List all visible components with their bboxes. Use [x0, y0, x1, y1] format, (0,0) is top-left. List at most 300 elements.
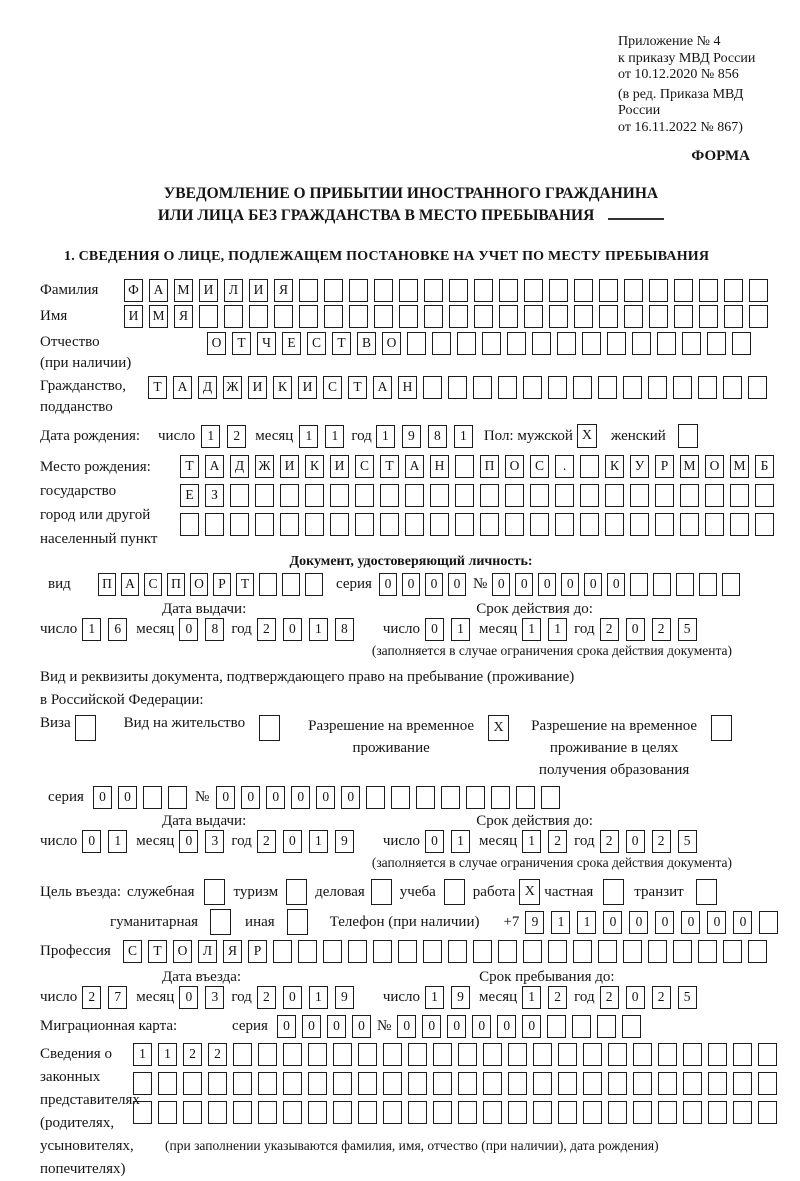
- form-cell[interactable]: 0: [283, 986, 302, 1009]
- form-cell[interactable]: [608, 1101, 627, 1124]
- form-cell[interactable]: [383, 1072, 402, 1095]
- form-cell[interactable]: [258, 1072, 277, 1095]
- form-cell[interactable]: [430, 484, 449, 507]
- form-cell[interactable]: 1: [133, 1043, 152, 1066]
- form-cell[interactable]: [580, 455, 599, 478]
- form-cell[interactable]: [230, 513, 249, 536]
- form-cell[interactable]: [658, 1072, 677, 1095]
- form-cell[interactable]: [358, 1072, 377, 1095]
- form-cell[interactable]: [498, 376, 517, 399]
- form-cell[interactable]: [680, 513, 699, 536]
- form-cell[interactable]: [699, 279, 718, 302]
- form-cell[interactable]: У: [630, 455, 649, 478]
- form-cell[interactable]: [516, 786, 535, 809]
- form-cell[interactable]: С: [355, 455, 374, 478]
- form-cell[interactable]: 1: [425, 986, 444, 1009]
- form-cell[interactable]: 5: [678, 830, 697, 853]
- form-cell[interactable]: [680, 484, 699, 507]
- form-cell[interactable]: 5: [678, 986, 697, 1009]
- form-cell[interactable]: [330, 484, 349, 507]
- form-cell[interactable]: 8: [205, 618, 224, 641]
- form-cell[interactable]: И: [248, 376, 267, 399]
- form-cell[interactable]: Я: [174, 305, 193, 328]
- form-cell[interactable]: [676, 573, 694, 596]
- form-cell[interactable]: [555, 484, 574, 507]
- form-cell[interactable]: [391, 786, 410, 809]
- form-cell[interactable]: 9: [335, 830, 354, 853]
- form-cell[interactable]: [724, 305, 743, 328]
- form-cell[interactable]: [458, 1043, 477, 1066]
- form-cell[interactable]: [749, 279, 768, 302]
- form-cell[interactable]: [574, 305, 593, 328]
- form-cell[interactable]: 0: [561, 573, 579, 596]
- form-cell[interactable]: [758, 1072, 777, 1095]
- form-cell[interactable]: Т: [332, 332, 351, 355]
- form-cell[interactable]: 1: [451, 618, 470, 641]
- form-cell[interactable]: [274, 305, 293, 328]
- form-cell[interactable]: [523, 376, 542, 399]
- form-cell[interactable]: 0: [425, 830, 444, 853]
- form-cell[interactable]: [449, 279, 468, 302]
- form-cell[interactable]: 0: [327, 1015, 346, 1038]
- form-cell[interactable]: [366, 786, 385, 809]
- form-cell[interactable]: [499, 279, 518, 302]
- form-cell[interactable]: [408, 1043, 427, 1066]
- form-cell[interactable]: [455, 484, 474, 507]
- form-cell[interactable]: [358, 1101, 377, 1124]
- form-cell[interactable]: [608, 1043, 627, 1066]
- form-cell[interactable]: [380, 513, 399, 536]
- form-cell[interactable]: [433, 1072, 452, 1095]
- form-cell[interactable]: [505, 513, 524, 536]
- form-cell[interactable]: [280, 513, 299, 536]
- form-cell[interactable]: [480, 484, 499, 507]
- form-cell[interactable]: Р: [248, 940, 267, 963]
- form-cell[interactable]: [608, 1072, 627, 1095]
- form-cell[interactable]: 0: [448, 573, 466, 596]
- form-cell[interactable]: [349, 279, 368, 302]
- form-cell[interactable]: [558, 1072, 577, 1095]
- form-cell[interactable]: [258, 1043, 277, 1066]
- form-cell[interactable]: [630, 484, 649, 507]
- form-cell[interactable]: 0: [425, 618, 444, 641]
- form-cell[interactable]: [708, 1043, 727, 1066]
- form-cell[interactable]: [557, 332, 576, 355]
- form-cell[interactable]: 1: [577, 911, 596, 934]
- form-cell[interactable]: 0: [341, 786, 360, 809]
- form-cell[interactable]: [508, 1043, 527, 1066]
- form-cell[interactable]: [674, 305, 693, 328]
- form-cell[interactable]: Т: [348, 376, 367, 399]
- form-cell[interactable]: [358, 1043, 377, 1066]
- form-cell[interactable]: [233, 1101, 252, 1124]
- form-cell[interactable]: [473, 376, 492, 399]
- form-cell[interactable]: Е: [282, 332, 301, 355]
- form-cell[interactable]: [607, 332, 626, 355]
- form-cell[interactable]: 1: [548, 618, 567, 641]
- form-cell[interactable]: Л: [224, 279, 243, 302]
- form-cell[interactable]: [547, 1015, 566, 1038]
- form-cell[interactable]: 0: [607, 573, 625, 596]
- form-cell[interactable]: [682, 332, 701, 355]
- form-cell[interactable]: [683, 1043, 702, 1066]
- form-cell[interactable]: [423, 376, 442, 399]
- form-cell[interactable]: К: [605, 455, 624, 478]
- form-cell[interactable]: [758, 1043, 777, 1066]
- form-cell[interactable]: 0: [681, 911, 700, 934]
- form-cell[interactable]: 0: [447, 1015, 466, 1038]
- form-cell[interactable]: [548, 940, 567, 963]
- form-cell[interactable]: [748, 940, 767, 963]
- form-cell[interactable]: [199, 305, 218, 328]
- form-cell[interactable]: 0: [603, 911, 622, 934]
- form-cell[interactable]: [258, 1101, 277, 1124]
- form-cell[interactable]: [405, 484, 424, 507]
- form-cell[interactable]: [630, 573, 648, 596]
- form-cell[interactable]: [533, 1043, 552, 1066]
- form-cell[interactable]: [416, 786, 435, 809]
- form-cell[interactable]: [383, 1101, 402, 1124]
- form-cell[interactable]: 1: [376, 425, 395, 448]
- sex-male-checkbox[interactable]: X: [577, 424, 597, 448]
- form-cell[interactable]: М: [680, 455, 699, 478]
- form-cell[interactable]: [733, 1043, 752, 1066]
- form-cell[interactable]: 0: [179, 986, 198, 1009]
- form-cell[interactable]: [407, 332, 426, 355]
- form-cell[interactable]: [730, 484, 749, 507]
- form-cell[interactable]: [623, 376, 642, 399]
- form-cell[interactable]: [658, 1043, 677, 1066]
- form-cell[interactable]: 2: [600, 830, 619, 853]
- form-cell[interactable]: [298, 940, 317, 963]
- form-cell[interactable]: А: [205, 455, 224, 478]
- form-cell[interactable]: [549, 305, 568, 328]
- form-cell[interactable]: [648, 376, 667, 399]
- form-cell[interactable]: Т: [380, 455, 399, 478]
- form-cell[interactable]: [474, 305, 493, 328]
- form-cell[interactable]: Т: [236, 573, 254, 596]
- sex-female-checkbox[interactable]: [678, 424, 698, 448]
- form-cell[interactable]: 6: [108, 618, 127, 641]
- form-cell[interactable]: 5: [678, 618, 697, 641]
- form-cell[interactable]: А: [373, 376, 392, 399]
- form-cell[interactable]: 9: [525, 911, 544, 934]
- form-cell[interactable]: [283, 1072, 302, 1095]
- form-cell[interactable]: [383, 1043, 402, 1066]
- form-cell[interactable]: [305, 513, 324, 536]
- form-cell[interactable]: [324, 305, 343, 328]
- form-cell[interactable]: [574, 279, 593, 302]
- form-cell[interactable]: [558, 1101, 577, 1124]
- form-cell[interactable]: 1: [309, 830, 328, 853]
- form-cell[interactable]: [655, 513, 674, 536]
- form-cell[interactable]: [583, 1101, 602, 1124]
- form-cell[interactable]: [433, 1101, 452, 1124]
- purpose-study-checkbox[interactable]: [444, 879, 465, 905]
- form-cell[interactable]: 0: [179, 830, 198, 853]
- form-cell[interactable]: [508, 1101, 527, 1124]
- form-cell[interactable]: О: [505, 455, 524, 478]
- form-cell[interactable]: [208, 1072, 227, 1095]
- form-cell[interactable]: Я: [274, 279, 293, 302]
- form-cell[interactable]: [583, 1072, 602, 1095]
- form-cell[interactable]: [673, 940, 692, 963]
- form-cell[interactable]: Ч: [257, 332, 276, 355]
- form-cell[interactable]: [759, 911, 778, 934]
- form-cell[interactable]: К: [273, 376, 292, 399]
- form-cell[interactable]: Т: [180, 455, 199, 478]
- form-cell[interactable]: [698, 940, 717, 963]
- form-cell[interactable]: 2: [548, 986, 567, 1009]
- form-cell[interactable]: 0: [241, 786, 260, 809]
- form-cell[interactable]: А: [405, 455, 424, 478]
- form-cell[interactable]: [408, 1101, 427, 1124]
- form-cell[interactable]: [549, 279, 568, 302]
- form-cell[interactable]: [373, 940, 392, 963]
- option-temp-residence-edu-checkbox[interactable]: [711, 715, 732, 741]
- form-cell[interactable]: И: [124, 305, 143, 328]
- form-cell[interactable]: 0: [626, 618, 645, 641]
- form-cell[interactable]: [748, 376, 767, 399]
- form-cell[interactable]: И: [330, 455, 349, 478]
- form-cell[interactable]: [555, 513, 574, 536]
- form-cell[interactable]: Л: [198, 940, 217, 963]
- form-cell[interactable]: [424, 279, 443, 302]
- form-cell[interactable]: Т: [148, 376, 167, 399]
- form-cell[interactable]: [505, 484, 524, 507]
- form-cell[interactable]: [532, 332, 551, 355]
- form-cell[interactable]: 3: [205, 830, 224, 853]
- form-cell[interactable]: [699, 573, 717, 596]
- form-cell[interactable]: [508, 1072, 527, 1095]
- purpose-private-checkbox[interactable]: [603, 879, 624, 905]
- form-cell[interactable]: И: [280, 455, 299, 478]
- purpose-business-checkbox[interactable]: [371, 879, 392, 905]
- form-cell[interactable]: Ж: [255, 455, 274, 478]
- purpose-tourism-checkbox[interactable]: [286, 879, 307, 905]
- form-cell[interactable]: [355, 484, 374, 507]
- form-cell[interactable]: [649, 305, 668, 328]
- form-cell[interactable]: [183, 1101, 202, 1124]
- form-cell[interactable]: Т: [148, 940, 167, 963]
- form-cell[interactable]: [657, 332, 676, 355]
- form-cell[interactable]: [224, 305, 243, 328]
- form-cell[interactable]: 9: [335, 986, 354, 1009]
- form-cell[interactable]: 1: [551, 911, 570, 934]
- purpose-work-checkbox[interactable]: X: [519, 879, 540, 905]
- form-cell[interactable]: [299, 305, 318, 328]
- form-cell[interactable]: [374, 279, 393, 302]
- form-cell[interactable]: [473, 940, 492, 963]
- form-cell[interactable]: К: [305, 455, 324, 478]
- form-cell[interactable]: [333, 1043, 352, 1066]
- form-cell[interactable]: [299, 279, 318, 302]
- form-cell[interactable]: [333, 1101, 352, 1124]
- form-cell[interactable]: 9: [402, 425, 421, 448]
- form-cell[interactable]: [573, 940, 592, 963]
- form-cell[interactable]: [630, 513, 649, 536]
- form-cell[interactable]: С: [123, 940, 142, 963]
- form-cell[interactable]: 2: [82, 986, 101, 1009]
- form-cell[interactable]: Ф: [124, 279, 143, 302]
- form-cell[interactable]: 0: [626, 830, 645, 853]
- form-cell[interactable]: [449, 305, 468, 328]
- form-cell[interactable]: М: [730, 455, 749, 478]
- form-cell[interactable]: 0: [655, 911, 674, 934]
- form-cell[interactable]: [133, 1101, 152, 1124]
- form-cell[interactable]: 2: [600, 986, 619, 1009]
- form-cell[interactable]: 1: [309, 986, 328, 1009]
- form-cell[interactable]: Т: [232, 332, 251, 355]
- purpose-other-checkbox[interactable]: [287, 909, 308, 935]
- form-cell[interactable]: П: [98, 573, 116, 596]
- form-cell[interactable]: Р: [213, 573, 231, 596]
- form-cell[interactable]: [448, 940, 467, 963]
- form-cell[interactable]: [333, 1072, 352, 1095]
- form-cell[interactable]: 0: [277, 1015, 296, 1038]
- form-cell[interactable]: [722, 573, 740, 596]
- form-cell[interactable]: 2: [600, 618, 619, 641]
- form-cell[interactable]: 1: [522, 986, 541, 1009]
- form-cell[interactable]: [230, 484, 249, 507]
- form-cell[interactable]: [758, 1101, 777, 1124]
- form-cell[interactable]: [674, 279, 693, 302]
- form-cell[interactable]: 0: [291, 786, 310, 809]
- form-cell[interactable]: [308, 1043, 327, 1066]
- form-cell[interactable]: [633, 1043, 652, 1066]
- form-cell[interactable]: М: [174, 279, 193, 302]
- form-cell[interactable]: 0: [402, 573, 420, 596]
- form-cell[interactable]: [624, 279, 643, 302]
- form-cell[interactable]: 2: [257, 618, 276, 641]
- form-cell[interactable]: [653, 573, 671, 596]
- form-cell[interactable]: [259, 573, 277, 596]
- form-cell[interactable]: 1: [309, 618, 328, 641]
- form-cell[interactable]: [673, 376, 692, 399]
- form-cell[interactable]: [330, 513, 349, 536]
- form-cell[interactable]: 1: [454, 425, 473, 448]
- form-cell[interactable]: [623, 940, 642, 963]
- form-cell[interactable]: [430, 513, 449, 536]
- form-cell[interactable]: [649, 279, 668, 302]
- form-cell[interactable]: 2: [257, 830, 276, 853]
- form-cell[interactable]: [249, 305, 268, 328]
- form-cell[interactable]: [308, 1101, 327, 1124]
- form-cell[interactable]: [399, 279, 418, 302]
- form-cell[interactable]: [458, 1072, 477, 1095]
- form-cell[interactable]: [598, 376, 617, 399]
- purpose-humanitarian-checkbox[interactable]: [210, 909, 231, 935]
- form-cell[interactable]: [580, 513, 599, 536]
- form-cell[interactable]: [483, 1072, 502, 1095]
- form-cell[interactable]: А: [149, 279, 168, 302]
- form-cell[interactable]: 2: [183, 1043, 202, 1066]
- form-cell[interactable]: 0: [179, 618, 198, 641]
- form-cell[interactable]: [483, 1101, 502, 1124]
- form-cell[interactable]: 0: [515, 573, 533, 596]
- form-cell[interactable]: И: [199, 279, 218, 302]
- form-cell[interactable]: [730, 513, 749, 536]
- form-cell[interactable]: [208, 1101, 227, 1124]
- form-cell[interactable]: [474, 279, 493, 302]
- form-cell[interactable]: [605, 484, 624, 507]
- form-cell[interactable]: Н: [430, 455, 449, 478]
- form-cell[interactable]: 0: [93, 786, 112, 809]
- form-cell[interactable]: 0: [584, 573, 602, 596]
- form-cell[interactable]: [455, 455, 474, 478]
- form-cell[interactable]: 0: [266, 786, 285, 809]
- form-cell[interactable]: [399, 305, 418, 328]
- form-cell[interactable]: 2: [652, 986, 671, 1009]
- form-cell[interactable]: Р: [655, 455, 674, 478]
- form-cell[interactable]: 0: [733, 911, 752, 934]
- form-cell[interactable]: [282, 573, 300, 596]
- form-cell[interactable]: О: [173, 940, 192, 963]
- form-cell[interactable]: [755, 513, 774, 536]
- form-cell[interactable]: П: [167, 573, 185, 596]
- form-cell[interactable]: 0: [425, 573, 443, 596]
- form-cell[interactable]: [283, 1043, 302, 1066]
- form-cell[interactable]: [233, 1072, 252, 1095]
- form-cell[interactable]: [572, 1015, 591, 1038]
- form-cell[interactable]: [605, 513, 624, 536]
- form-cell[interactable]: [374, 305, 393, 328]
- form-cell[interactable]: [158, 1101, 177, 1124]
- form-cell[interactable]: [723, 376, 742, 399]
- form-cell[interactable]: [530, 513, 549, 536]
- form-cell[interactable]: Е: [180, 484, 199, 507]
- form-cell[interactable]: [233, 1043, 252, 1066]
- form-cell[interactable]: [583, 1043, 602, 1066]
- form-cell[interactable]: 0: [422, 1015, 441, 1038]
- form-cell[interactable]: 0: [216, 786, 235, 809]
- form-cell[interactable]: С: [530, 455, 549, 478]
- form-cell[interactable]: 0: [397, 1015, 416, 1038]
- form-cell[interactable]: [599, 279, 618, 302]
- form-cell[interactable]: [708, 1072, 727, 1095]
- form-cell[interactable]: [498, 940, 517, 963]
- form-cell[interactable]: [524, 305, 543, 328]
- form-cell[interactable]: [205, 513, 224, 536]
- form-cell[interactable]: [749, 305, 768, 328]
- form-cell[interactable]: [348, 940, 367, 963]
- form-cell[interactable]: 1: [201, 425, 220, 448]
- form-cell[interactable]: П: [480, 455, 499, 478]
- form-cell[interactable]: [458, 1101, 477, 1124]
- form-cell[interactable]: [582, 332, 601, 355]
- form-cell[interactable]: [533, 1101, 552, 1124]
- form-cell[interactable]: Ж: [223, 376, 242, 399]
- form-cell[interactable]: [405, 513, 424, 536]
- option-visa-checkbox[interactable]: [75, 715, 96, 741]
- form-cell[interactable]: [541, 786, 560, 809]
- form-cell[interactable]: 0: [522, 1015, 541, 1038]
- form-cell[interactable]: [580, 484, 599, 507]
- form-cell[interactable]: [448, 376, 467, 399]
- form-cell[interactable]: О: [190, 573, 208, 596]
- form-cell[interactable]: 2: [652, 618, 671, 641]
- form-cell[interactable]: 2: [208, 1043, 227, 1066]
- form-cell[interactable]: [441, 786, 460, 809]
- form-cell[interactable]: [398, 940, 417, 963]
- form-cell[interactable]: 0: [629, 911, 648, 934]
- form-cell[interactable]: Д: [230, 455, 249, 478]
- form-cell[interactable]: 0: [379, 573, 397, 596]
- form-cell[interactable]: [482, 332, 501, 355]
- form-cell[interactable]: 0: [316, 786, 335, 809]
- form-cell[interactable]: 2: [548, 830, 567, 853]
- form-cell[interactable]: [732, 332, 751, 355]
